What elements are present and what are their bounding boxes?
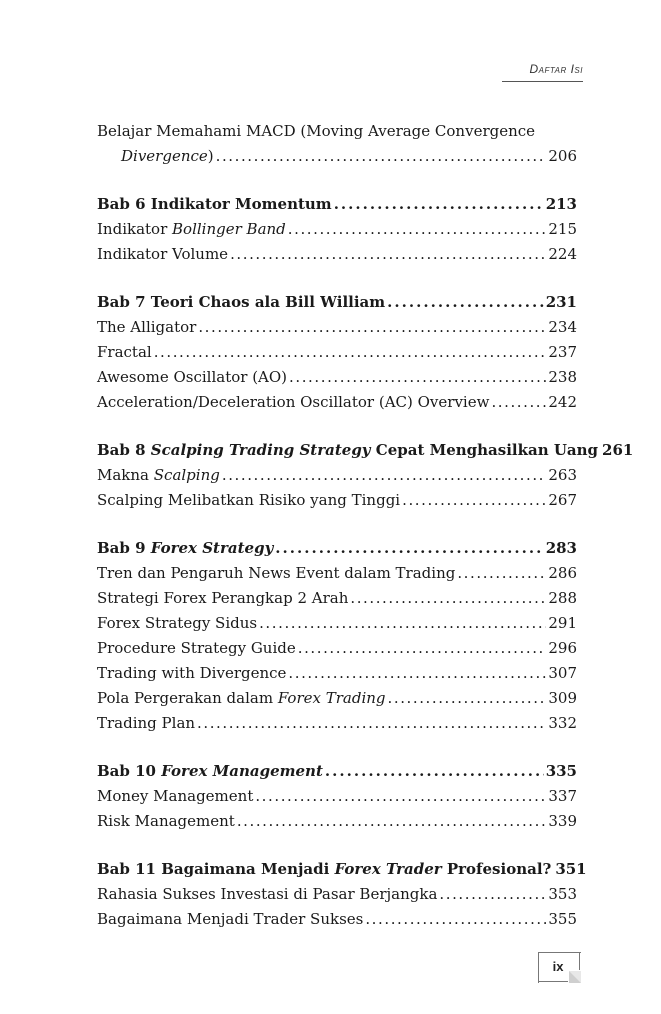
toc-entry-text: Bab 9 bbox=[97, 539, 151, 557]
toc-entry-title bbox=[97, 536, 273, 561]
toc-entry-text: Trading Plan bbox=[97, 714, 196, 732]
toc-entry-text: Awesome Oscillator (AO) bbox=[97, 368, 288, 386]
toc-page-number: 215 bbox=[548, 220, 577, 238]
toc-page-number: 237 bbox=[548, 343, 577, 361]
page-tab-edge bbox=[579, 952, 580, 970]
toc-entry-text: Risk Management bbox=[97, 812, 235, 830]
toc-chapter[interactable] bbox=[97, 759, 577, 784]
toc-page-number: 355 bbox=[548, 910, 577, 928]
toc-entry-text: Cepat Menghasilkan Uang bbox=[370, 441, 599, 459]
toc-entry-text: Profesional? bbox=[441, 860, 552, 878]
toc-entry-text: Moving Average Convergence bbox=[306, 122, 536, 140]
toc-entry-title bbox=[97, 784, 253, 809]
toc-page-number: 206 bbox=[548, 147, 577, 165]
dot-leader bbox=[255, 784, 546, 809]
dot-leader bbox=[288, 217, 547, 242]
toc-entry-title bbox=[97, 463, 220, 488]
toc-entry[interactable] bbox=[97, 809, 577, 834]
toc-entry-title bbox=[97, 586, 348, 611]
toc-entry-title bbox=[97, 611, 257, 636]
toc-chapter[interactable] bbox=[97, 290, 577, 315]
toc-entry-text: Bab 11 Bagaimana Menjadi bbox=[97, 860, 335, 878]
toc-entry-text: Scalping bbox=[153, 466, 220, 484]
toc-entry-text: Bollinger Band bbox=[172, 220, 286, 238]
running-header bbox=[529, 62, 583, 76]
dot-leader bbox=[402, 488, 546, 513]
toc-entry[interactable] bbox=[97, 586, 577, 611]
toc-entry-text: Bab 10 bbox=[97, 762, 162, 780]
toc-entry[interactable] bbox=[97, 488, 577, 513]
toc-entry-text: Strategi Forex Perangkap 2 Arah bbox=[97, 589, 349, 607]
toc-entry-title bbox=[97, 122, 535, 140]
toc-entry[interactable] bbox=[97, 661, 577, 686]
toc-entry-text: Bab 6 Indikator Momentum bbox=[97, 195, 332, 213]
toc-entry[interactable] bbox=[97, 907, 577, 932]
table-of-contents bbox=[97, 119, 634, 932]
toc-page-number: 261 bbox=[602, 441, 634, 459]
toc-entry-title bbox=[97, 315, 196, 340]
dot-leader bbox=[259, 611, 546, 636]
toc-chapter[interactable] bbox=[97, 536, 577, 561]
toc-page-number: 332 bbox=[548, 714, 577, 732]
section-gap bbox=[97, 513, 577, 536]
toc-entry-text: Belajar Memahami MACD ( bbox=[97, 122, 307, 140]
dot-leader bbox=[491, 390, 546, 415]
toc-entry-text: Bagaimana Menjadi Trader Sukses bbox=[97, 910, 364, 928]
toc-entry-text: Tren dan Pengaruh News Event dalam Trading bbox=[97, 564, 456, 582]
toc-entry[interactable] bbox=[97, 217, 577, 242]
dot-leader bbox=[388, 686, 547, 711]
toc-chapter[interactable] bbox=[97, 438, 634, 463]
toc-entry-title bbox=[97, 809, 235, 834]
toc-entry[interactable] bbox=[97, 711, 577, 736]
header-rule bbox=[502, 81, 583, 82]
toc-entry[interactable] bbox=[97, 315, 577, 340]
toc-page-number: 283 bbox=[545, 539, 577, 557]
section-gap bbox=[97, 415, 577, 438]
toc-entry[interactable] bbox=[97, 242, 577, 267]
toc-entry[interactable] bbox=[97, 119, 577, 144]
toc-entry-text: Scalping Melibatkan Risiko yang Tinggi bbox=[97, 491, 401, 509]
toc-page-number: 337 bbox=[548, 787, 577, 805]
dot-leader bbox=[350, 586, 546, 611]
dot-leader bbox=[222, 463, 547, 488]
page-tab-edge bbox=[538, 981, 568, 982]
toc-entry-title bbox=[97, 636, 296, 661]
toc-entry-text: Makna bbox=[97, 466, 154, 484]
toc-entry-title bbox=[97, 561, 455, 586]
toc-entry-title bbox=[97, 857, 551, 882]
dot-leader bbox=[216, 144, 547, 169]
toc-page-number: 238 bbox=[548, 368, 577, 386]
page-number: ix bbox=[552, 959, 564, 974]
toc-entry[interactable] bbox=[97, 784, 577, 809]
dot-leader bbox=[275, 536, 543, 561]
toc-page-number: 339 bbox=[548, 812, 577, 830]
toc-entry-text: Forex Strategy bbox=[150, 539, 274, 557]
toc-entry-text: Fractal bbox=[97, 343, 152, 361]
toc-entry-title bbox=[97, 488, 400, 513]
dot-leader bbox=[325, 759, 544, 784]
toc-entry-text: Indikator bbox=[97, 220, 173, 238]
dot-leader bbox=[289, 365, 546, 390]
toc-page-number: 288 bbox=[548, 589, 577, 607]
toc-page-number: 286 bbox=[548, 564, 577, 582]
toc-page-number: 307 bbox=[548, 664, 577, 682]
dot-leader bbox=[230, 242, 546, 267]
dot-leader bbox=[334, 192, 544, 217]
toc-entry[interactable] bbox=[97, 365, 577, 390]
dot-leader bbox=[298, 636, 547, 661]
toc-entry-text: Scalping Trading Strategy bbox=[150, 441, 371, 459]
toc-page-number: 263 bbox=[548, 466, 577, 484]
toc-entry-text: Rahasia Sukses Investasi di Pasar Berjangka bbox=[97, 885, 438, 903]
toc-entry-title bbox=[97, 759, 323, 784]
toc-entry-text: Indikator Volume bbox=[97, 245, 229, 263]
toc-entry-text: ) bbox=[207, 147, 214, 165]
toc-entry-text: Money Management bbox=[97, 787, 254, 805]
dot-leader bbox=[237, 809, 547, 834]
toc-entry-title bbox=[97, 217, 286, 242]
toc-entry[interactable] bbox=[97, 882, 577, 907]
toc-page-number: 351 bbox=[555, 860, 587, 878]
toc-entry-text: Forex Strategy Sidus bbox=[97, 614, 258, 632]
toc-page-number: 267 bbox=[548, 491, 577, 509]
toc-entry-text: Forex Trading bbox=[277, 689, 386, 707]
dot-leader bbox=[198, 315, 546, 340]
toc-entry-title bbox=[97, 711, 195, 736]
toc-entry-title bbox=[97, 242, 228, 267]
toc-entry-title bbox=[97, 290, 385, 315]
toc-entry-title bbox=[97, 340, 152, 365]
toc-entry-title bbox=[97, 882, 437, 907]
toc-entry-text: Trading with Divergence bbox=[97, 664, 287, 682]
dot-leader bbox=[197, 711, 546, 736]
section-gap bbox=[97, 834, 577, 857]
toc-entry[interactable] bbox=[97, 611, 577, 636]
page-number-tab bbox=[538, 952, 581, 983]
toc-entry[interactable] bbox=[97, 463, 577, 488]
toc-entry-title bbox=[121, 144, 214, 169]
toc-entry[interactable] bbox=[97, 340, 577, 365]
toc-entry-title bbox=[97, 907, 363, 932]
dot-leader bbox=[288, 661, 546, 686]
dot-leader bbox=[457, 561, 546, 586]
toc-entry-title bbox=[97, 390, 489, 415]
toc-entry-title bbox=[97, 686, 386, 711]
dot-leader bbox=[154, 340, 547, 365]
toc-entry-text: Pola Pergerakan dalam bbox=[97, 689, 278, 707]
toc-entry[interactable] bbox=[97, 144, 577, 169]
toc-entry[interactable] bbox=[97, 636, 577, 661]
toc-page-number: 224 bbox=[548, 245, 577, 263]
section-gap bbox=[97, 267, 577, 290]
toc-entry-text: The Alligator bbox=[97, 318, 197, 336]
toc-entry[interactable] bbox=[97, 686, 577, 711]
section-gap bbox=[97, 169, 577, 192]
toc-entry-title bbox=[97, 438, 598, 463]
toc-entry-text: Forex Management bbox=[161, 762, 323, 780]
toc-entry-title bbox=[97, 192, 332, 217]
toc-page-number: 353 bbox=[548, 885, 577, 903]
toc-entry-text: Divergence bbox=[121, 147, 208, 165]
dot-leader bbox=[365, 907, 546, 932]
toc-entry-title bbox=[97, 365, 287, 390]
toc-page-number: 234 bbox=[548, 318, 577, 336]
toc-page-number: 213 bbox=[545, 195, 577, 213]
section-gap bbox=[97, 736, 577, 759]
toc-chapter[interactable] bbox=[97, 857, 587, 882]
toc-entry-text: Procedure Strategy Guide bbox=[97, 639, 296, 657]
toc-page-number: 309 bbox=[548, 689, 577, 707]
toc-entry-text: Bab 7 Teori Chaos ala Bill William bbox=[97, 293, 386, 311]
dot-leader bbox=[439, 882, 546, 907]
running-header-title: Daftar Isi bbox=[529, 62, 583, 76]
dot-leader bbox=[387, 290, 544, 315]
toc-entry-text: Acceleration/Deceleration Oscillator (AC) Overview bbox=[97, 393, 490, 411]
toc-page-number: 242 bbox=[548, 393, 577, 411]
toc-entry-title bbox=[97, 661, 286, 686]
toc-entry[interactable] bbox=[97, 390, 577, 415]
toc-page-number: 335 bbox=[545, 762, 577, 780]
toc-entry[interactable] bbox=[97, 561, 577, 586]
toc-chapter[interactable] bbox=[97, 192, 577, 217]
toc-page-number: 296 bbox=[548, 639, 577, 657]
toc-entry-text: Forex Trader bbox=[334, 860, 442, 878]
toc-page-number: 231 bbox=[545, 293, 577, 311]
toc-page-number: 291 bbox=[548, 614, 577, 632]
toc-entry-text: Bab 8 bbox=[97, 441, 151, 459]
